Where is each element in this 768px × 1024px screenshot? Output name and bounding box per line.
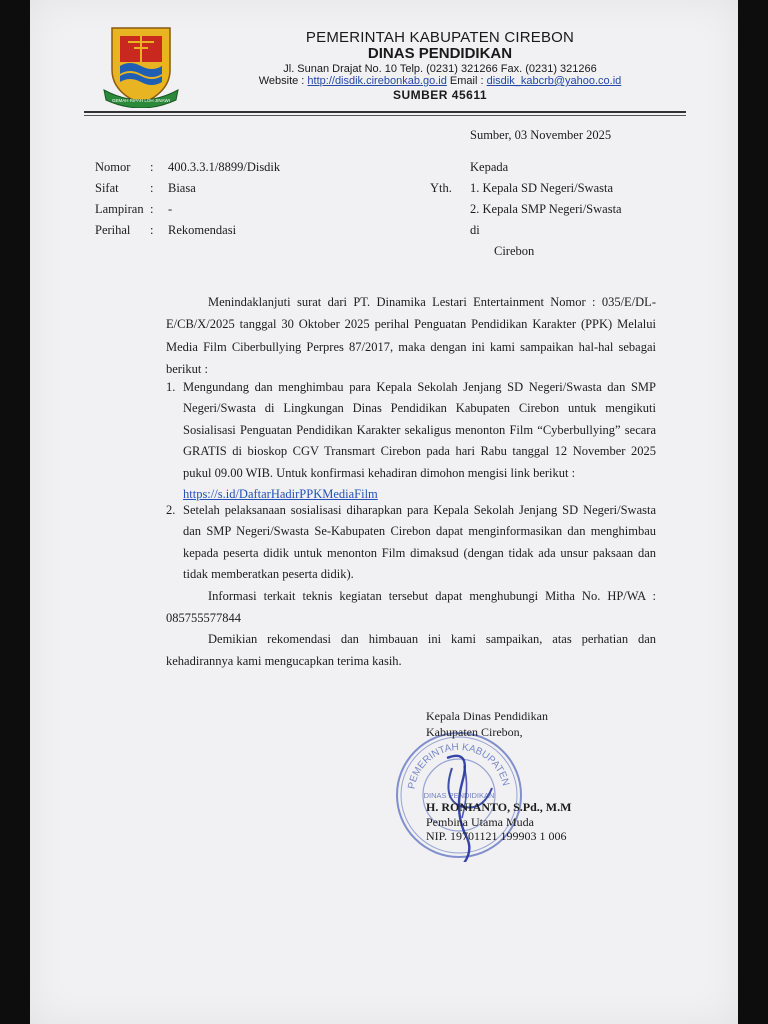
recipient-yth: Yth.: [430, 181, 452, 195]
header-address: Jl. Sunan Drajat No. 10 Telp. (0231) 321266 Fax. (0231) 321266: [283, 63, 597, 75]
letter-date: Sumber, 03 November 2025: [470, 128, 612, 142]
header-government: PEMERINTAH KABUPATEN CIREBON: [305, 29, 575, 46]
signature-title-2: Kabupaten Cirebon,: [426, 725, 523, 739]
website-label: Website :: [258, 75, 305, 87]
list-item-text: Setelah pelaksanaan sosialisasi diharapkan para Kepala Sekolah Jenjang SD Negeri/Swasta dan SMP Negeri/Swasta Se-Kabupaten Cirebon dapat menginformasikan dan menghimbau kepada peserta didik untuk menonton Film dimaksud (dengan tidak ada unsur paksaan dan tidak memberatkan peserta didik).: [183, 503, 656, 582]
header-divider-thin: [84, 115, 686, 116]
recipient-kepada: Kepada: [470, 160, 509, 174]
header-office: DINAS PENDIDIKAN: [367, 45, 513, 62]
stamp-inner-text: DINAS PENDIDIKAN: [423, 791, 495, 800]
meta-colon: :: [150, 160, 154, 174]
recipient-2: 2. Kepala SMP Negeri/Swasta: [470, 202, 622, 216]
info-paragraph: Informasi terkait teknis kegiatan tersebut dapat menghubungi Mitha No. HP/WA : 085755577844: [166, 589, 656, 626]
list-item: [166, 377, 656, 505]
recipient-1: 1. Kepala SD Negeri/Swasta: [470, 181, 614, 195]
logo-motto: GEMAH RIPAH LOH JINAWI: [111, 98, 171, 103]
meta-colon: :: [150, 202, 154, 216]
signature-nip: NIP. 19701121 199903 1 006: [426, 829, 567, 843]
meta-value-sifat: Biasa: [168, 181, 196, 195]
list-item-number: 1.: [166, 380, 176, 394]
closing-paragraph: Demikian rekomendasi dan himbauan ini kami sampaikan, atas perhatian dan kehadirannya kami mengucapkan terima kasih.: [166, 632, 656, 669]
list-item-number: 2.: [166, 503, 176, 517]
signature-rank: Pembina Utama Muda: [426, 815, 534, 829]
attendance-link[interactable]: https://s.id/DaftarHadirPPKMediaFilm: [183, 487, 378, 502]
header-divider: [84, 111, 686, 113]
recipient-city: Cirebon: [494, 244, 535, 258]
meta-colon: :: [150, 223, 154, 237]
intro-paragraph: Menindaklanjuti surat dari PT. Dinamika Lestari Entertainment Nomor : 035/E/DL-E/CB/X/2025 tanggal 30 Oktober 2025 perihal Penguatan Pendidikan Karakter (PPK) Melalui Media Film Ciberbullying Perpres 87/2017, maka dengan ini kami sampaikan hal-hal sebagai berikut :: [166, 295, 656, 377]
list-item: [166, 500, 656, 586]
meta-label-nomor: Nomor: [95, 160, 131, 174]
meta-value-perihal: Rekomendasi: [168, 223, 237, 237]
meta-label-sifat: Sifat: [95, 181, 119, 195]
list-item-text: Mengundang dan menghimbau para Kepala Sekolah Jenjang SD Negeri/Swasta dan SMP Negeri/Swasta di Lingkungan Dinas Pendidikan Kabupaten Cirebon untuk mengikuti Sosialisasi Penguatan Pendidikan Karakter sekaligus menonton Film “Cyberbullying” secara GRATIS di bioskop CGV Transmart Cirebon pada hari Rabu tanggal 12 November 2025 pukul 09.00 WIB. Untuk konfirmasi kehadiran dimohon mengisi link berikut :: [183, 380, 656, 480]
meta-value-nomor: 400.3.3.1/8899/Disdik: [168, 160, 281, 174]
meta-label-lampiran: Lampiran: [95, 202, 144, 216]
signature-name: H. RONIANTO, S.Pd., M.M: [426, 800, 572, 814]
stamp-outer-text: PEMERINTAH KABUPATEN: [406, 741, 512, 790]
email-link[interactable]: disdik_kabcrb@yahoo.co.id: [486, 75, 622, 87]
meta-label-perihal: Perihal: [95, 223, 131, 237]
kabupaten-cirebon-logo-icon: [98, 22, 184, 108]
meta-colon: :: [150, 181, 154, 195]
header-contacts: [190, 75, 690, 87]
meta-value-lampiran: -: [168, 202, 173, 216]
header-postal: SUMBER 45611: [392, 88, 488, 102]
signature-title-1: Kepala Dinas Pendidikan: [426, 709, 548, 723]
website-link[interactable]: http://disdik.cirebonkab.go.id: [307, 75, 447, 87]
recipient-di: di: [470, 223, 480, 237]
email-label: Email :: [449, 75, 484, 87]
